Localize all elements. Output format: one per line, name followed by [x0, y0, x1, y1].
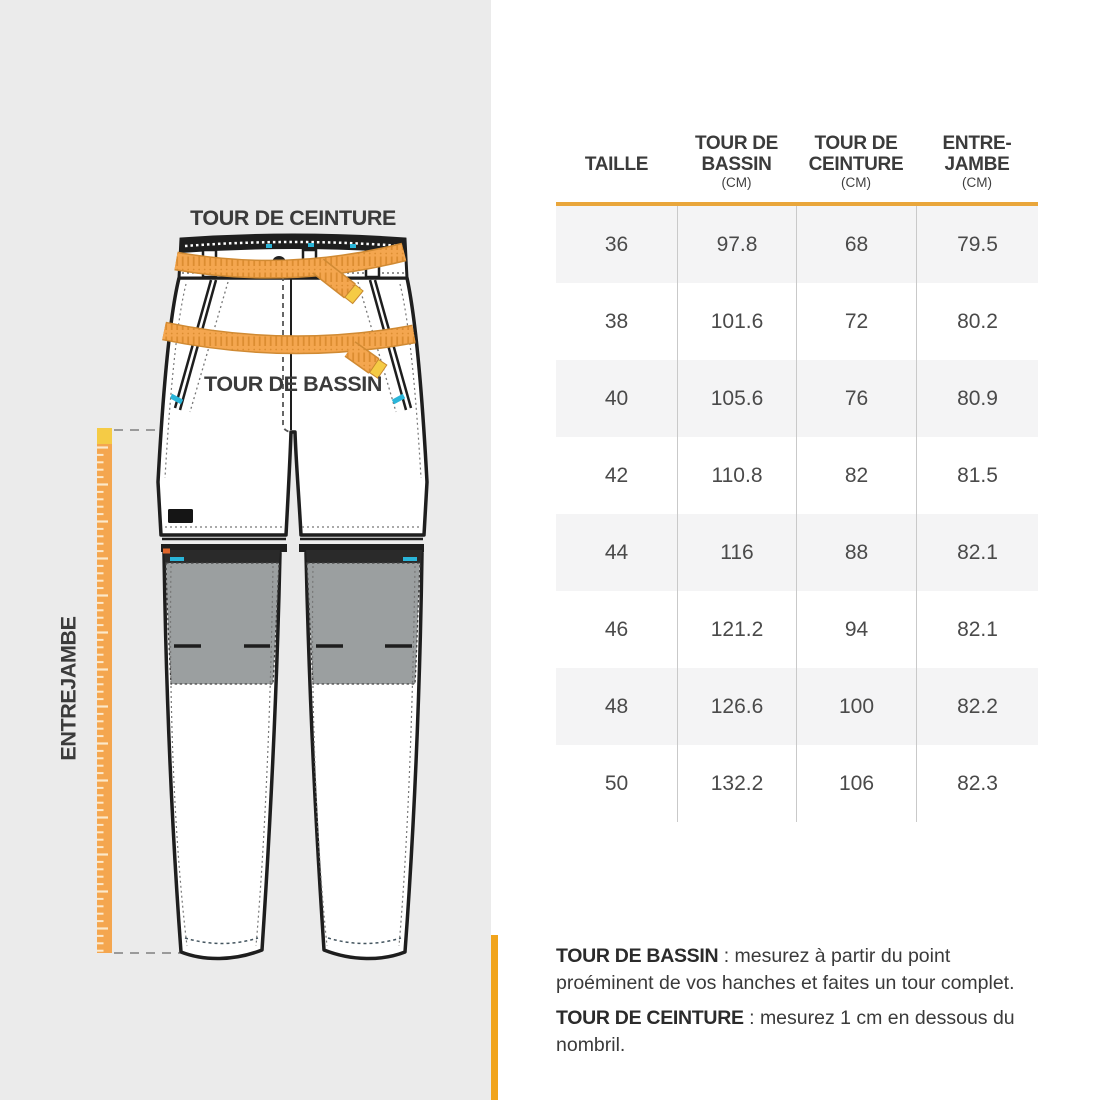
table-cell: 38	[604, 309, 629, 333]
shorts-zip-band	[161, 539, 424, 548]
table-cell: 80.9	[916, 360, 1038, 437]
note-ceinture: TOUR DE CEINTURE : mesurez 1 cm en dessous du nombril.	[556, 1007, 1015, 1056]
table-cell: 126.6	[677, 668, 796, 745]
table-row	[556, 745, 1038, 822]
column-header-entrejambe: ENTRE- JAMBE (CM)	[942, 133, 1012, 190]
table-cell: 132.2	[677, 745, 796, 822]
knee-panel-left	[166, 563, 279, 684]
table-cell: 116	[677, 514, 796, 591]
table-row	[556, 437, 1038, 514]
size-table	[556, 128, 1038, 822]
table-cell: 101.6	[677, 283, 796, 360]
table-cell: 79.5	[916, 206, 1038, 283]
table-cell: 40	[604, 386, 629, 410]
table-cell: 82	[796, 437, 916, 514]
brand-label	[168, 509, 193, 523]
table-cell: 105.6	[677, 360, 796, 437]
column-header-taille: TAILLE	[584, 154, 649, 175]
table-row	[556, 591, 1038, 668]
table-cell: 76	[796, 360, 916, 437]
table-cell: 44	[604, 540, 629, 564]
table-cell: 80.2	[916, 283, 1038, 360]
table-cell: 36	[604, 232, 629, 256]
pants-lower-legs	[163, 550, 422, 959]
table-cell: 82.1	[916, 591, 1038, 668]
table-cell: 68	[796, 206, 916, 283]
knee-panel-right	[307, 563, 420, 684]
table-row	[556, 206, 1038, 283]
table-cell: 42	[604, 463, 629, 487]
inseam-ruler	[97, 428, 112, 953]
size-table-header	[556, 128, 1038, 202]
table-cell: 110.8	[677, 437, 796, 514]
hip-measure-label: TOUR DE BASSIN	[204, 372, 382, 396]
table-row	[556, 360, 1038, 437]
waist-measure-label: TOUR DE CEINTURE	[190, 206, 396, 230]
table-cell: 100	[796, 668, 916, 745]
table-cell: 94	[796, 591, 916, 668]
size-table-body	[556, 206, 1038, 822]
table-cell: 82.2	[916, 668, 1038, 745]
table-cell: 121.2	[677, 591, 796, 668]
table-row	[556, 283, 1038, 360]
table-cell: 72	[796, 283, 916, 360]
inseam-measure-label: ENTREJAMBE	[56, 616, 81, 761]
orange-accent-bar	[491, 935, 498, 1100]
table-cell: 48	[604, 694, 629, 718]
table-cell: 50	[604, 771, 629, 795]
table-cell: 88	[796, 514, 916, 591]
table-cell: 46	[604, 617, 629, 641]
note-bassin: TOUR DE BASSIN : mesurez à partir du point proéminent de vos hanches et faites un tour complet.	[556, 945, 1015, 994]
table-cell: 97.8	[677, 206, 796, 283]
column-header-tour-de-ceinture: TOUR DE CEINTURE (CM)	[808, 133, 904, 190]
table-row	[556, 514, 1038, 591]
table-cell: 82.3	[916, 745, 1038, 822]
column-header-tour-de-bassin: TOUR DE BASSIN (CM)	[694, 133, 779, 190]
pants-diagram	[0, 0, 491, 1100]
table-cell: 81.5	[916, 437, 1038, 514]
measurement-notes	[556, 943, 1024, 1059]
table-cell: 82.1	[916, 514, 1038, 591]
table-cell: 106	[796, 745, 916, 822]
table-row	[556, 668, 1038, 745]
